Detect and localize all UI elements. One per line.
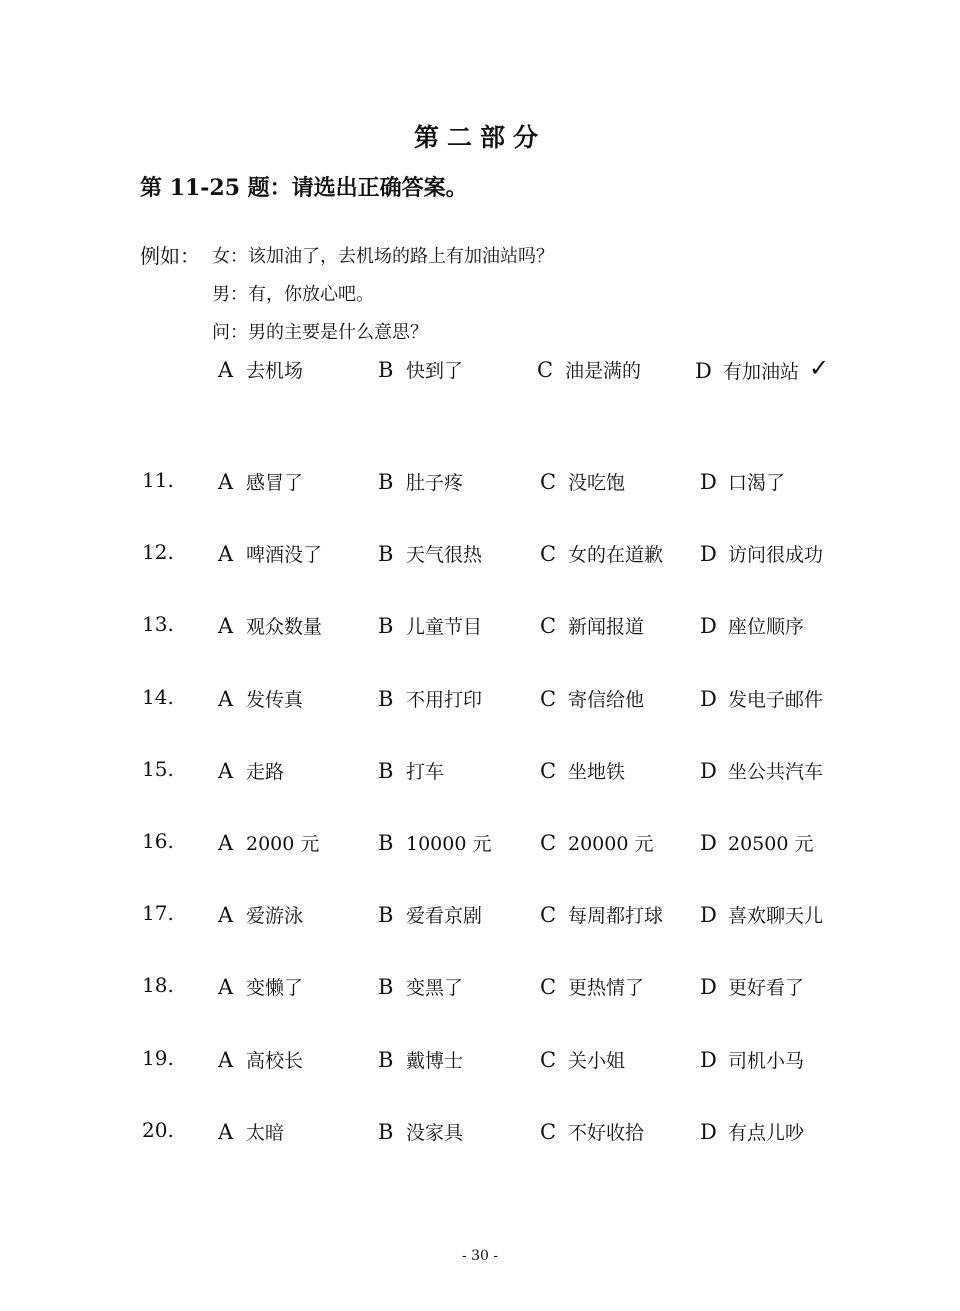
option-text: 20000 元 [568, 833, 654, 855]
option-c[interactable] [540, 829, 653, 856]
option-a[interactable] [218, 757, 284, 784]
option-text: 访问很成功 [728, 544, 824, 566]
option-text: 没家具 [406, 1122, 464, 1144]
option-b[interactable] [378, 540, 482, 567]
option-letter: A [218, 1120, 234, 1144]
option-a[interactable] [218, 1118, 284, 1145]
option-letter: B [378, 831, 394, 855]
option-b[interactable] [378, 901, 482, 928]
option-letter: D [700, 975, 717, 999]
example-option-d [695, 356, 829, 384]
example-line-man: 男：有，你放心吧。 [212, 284, 374, 305]
option-b[interactable] [378, 973, 463, 1000]
option-letter: B [378, 470, 394, 494]
example-line-woman: 女：该加油了，去机场的路上有加油站吗？ [212, 246, 554, 267]
option-letter: D [700, 831, 717, 855]
question-number: 20. [142, 1118, 174, 1142]
question-row [0, 829, 960, 859]
option-text: 油是满的 [565, 360, 642, 382]
option-text: 快到了 [406, 360, 464, 382]
option-text: 发电子邮件 [728, 689, 824, 711]
option-text: 发传真 [246, 689, 304, 711]
question-number: 19. [142, 1046, 174, 1070]
option-letter: D [700, 542, 717, 566]
option-d[interactable] [700, 468, 785, 495]
option-c[interactable] [540, 757, 625, 784]
question-number: 15. [142, 757, 174, 781]
option-b[interactable] [378, 612, 482, 639]
option-letter: A [218, 831, 234, 855]
option-b[interactable] [378, 1046, 463, 1073]
option-c[interactable] [540, 540, 663, 567]
option-letter: C [540, 614, 557, 638]
option-b[interactable] [378, 829, 491, 856]
option-letter: C [540, 903, 557, 927]
option-letter: A [218, 759, 234, 783]
instruction: 第 11-25 题：请选出正确答案。 [140, 175, 468, 201]
question-number: 12. [142, 540, 174, 564]
option-b[interactable] [378, 685, 482, 712]
option-text: 口渴了 [728, 472, 786, 494]
option-a[interactable] [218, 829, 319, 856]
question-row [0, 757, 960, 787]
question-number: 11. [142, 468, 174, 492]
question-row [0, 468, 960, 498]
example-line-question: 问：男的主要是什么意思？ [212, 322, 428, 343]
option-letter: A [218, 542, 234, 566]
option-letter: C [540, 1120, 557, 1144]
option-text: 每周都打球 [568, 905, 664, 927]
option-text: 更好看了 [728, 977, 805, 999]
option-letter: D [700, 614, 717, 638]
option-letter: C [540, 542, 557, 566]
option-letter: A [218, 687, 234, 711]
option-c[interactable] [540, 1118, 644, 1145]
option-a[interactable] [218, 612, 322, 639]
option-letter: A [218, 903, 234, 927]
option-text: 去机场 [246, 360, 304, 382]
option-a[interactable] [218, 1046, 303, 1073]
question-row [0, 1118, 960, 1148]
option-text: 变懒了 [246, 977, 304, 999]
option-letter: A [218, 470, 234, 494]
option-letter: D [700, 759, 717, 783]
option-letter: C [540, 975, 557, 999]
option-text: 戴博士 [406, 1050, 464, 1072]
option-letter: A [218, 614, 234, 638]
option-b[interactable] [378, 757, 444, 784]
option-d[interactable] [700, 612, 804, 639]
option-letter: D [700, 470, 717, 494]
option-text: 不用打印 [406, 689, 483, 711]
option-text: 20500 元 [728, 833, 814, 855]
option-text: 没吃饱 [568, 472, 626, 494]
example-option-c [537, 356, 641, 383]
option-text: 不好收拾 [568, 1122, 645, 1144]
option-text: 更热情了 [568, 977, 645, 999]
option-letter: C [540, 831, 557, 855]
option-c[interactable] [540, 685, 644, 712]
option-letter: B [378, 358, 394, 382]
option-letter: D [700, 687, 717, 711]
option-d[interactable] [700, 540, 823, 567]
option-a[interactable] [218, 973, 303, 1000]
option-text: 喜欢聊天儿 [728, 905, 824, 927]
option-text: 女的在道歉 [568, 544, 664, 566]
option-letter: C [540, 687, 557, 711]
option-text: 打车 [406, 761, 445, 783]
option-letter: C [540, 1048, 557, 1072]
option-letter: B [378, 903, 394, 927]
option-c[interactable] [540, 468, 625, 495]
question-number: 18. [142, 973, 174, 997]
option-c[interactable] [540, 901, 663, 928]
question-number: 14. [142, 685, 174, 709]
question-row [0, 973, 960, 1003]
option-letter: C [540, 470, 557, 494]
option-d[interactable] [700, 829, 813, 856]
option-letter: A [218, 975, 234, 999]
page-number: - 30 - [461, 1248, 499, 1264]
option-text: 有点儿吵 [728, 1122, 805, 1144]
option-a[interactable] [218, 685, 303, 712]
example-option-a [218, 356, 303, 383]
option-letter: B [378, 687, 394, 711]
section-title: 第二部分 [413, 123, 546, 152]
option-letter: C [540, 759, 557, 783]
option-text: 坐公共汽车 [728, 761, 824, 783]
option-c[interactable] [540, 1046, 625, 1073]
option-c[interactable] [540, 612, 644, 639]
option-text: 座位顺序 [728, 616, 805, 638]
example-label: 例如： [140, 244, 200, 268]
option-letter: D [695, 359, 712, 383]
option-text: 走路 [246, 761, 285, 783]
option-text: 观众数量 [246, 616, 323, 638]
option-text: 爱看京剧 [406, 905, 483, 927]
option-text: 天气很热 [406, 544, 483, 566]
option-letter: B [378, 759, 394, 783]
option-text: 啤酒没了 [246, 544, 323, 566]
question-number: 13. [142, 612, 174, 636]
option-letter: C [537, 358, 554, 382]
option-text: 新闻报道 [568, 616, 645, 638]
option-text: 10000 元 [406, 833, 492, 855]
question-row [0, 540, 960, 570]
option-text: 关小姐 [568, 1050, 626, 1072]
option-letter: B [378, 1120, 394, 1144]
example-option-b [378, 356, 463, 383]
option-letter: A [218, 358, 234, 382]
option-letter: B [378, 542, 394, 566]
option-text: 爱游泳 [246, 905, 304, 927]
checkmark-icon: ✓ [809, 354, 830, 382]
option-letter: D [700, 1120, 717, 1144]
question-row [0, 901, 960, 931]
option-text: 坐地铁 [568, 761, 626, 783]
question-number: 16. [142, 829, 174, 853]
option-letter: B [378, 614, 394, 638]
option-letter: A [218, 1048, 234, 1072]
option-a[interactable] [218, 468, 303, 495]
question-number: 17. [142, 901, 174, 925]
option-text: 肚子疼 [406, 472, 464, 494]
option-a[interactable] [218, 540, 322, 567]
option-text: 寄信给他 [568, 689, 645, 711]
option-text: 2000 元 [246, 833, 320, 855]
option-text: 司机小马 [728, 1050, 805, 1072]
option-a[interactable] [218, 901, 303, 928]
option-text: 有加油站 [723, 361, 800, 383]
option-text: 感冒了 [246, 472, 304, 494]
option-letter: D [700, 1048, 717, 1072]
question-row [0, 612, 960, 642]
question-row [0, 685, 960, 715]
option-d[interactable] [700, 685, 823, 712]
question-row [0, 1046, 960, 1076]
option-text: 儿童节目 [406, 616, 483, 638]
option-d[interactable] [700, 901, 823, 928]
option-d[interactable] [700, 1118, 804, 1145]
option-text: 变黑了 [406, 977, 464, 999]
option-d[interactable] [700, 973, 804, 1000]
option-letter: D [700, 903, 717, 927]
option-d[interactable] [700, 757, 823, 784]
option-c[interactable] [540, 973, 644, 1000]
option-text: 高校长 [246, 1050, 304, 1072]
option-letter: B [378, 1048, 394, 1072]
option-letter: B [378, 975, 394, 999]
option-d[interactable] [700, 1046, 804, 1073]
option-b[interactable] [378, 468, 463, 495]
option-text: 太暗 [246, 1122, 285, 1144]
option-b[interactable] [378, 1118, 463, 1145]
